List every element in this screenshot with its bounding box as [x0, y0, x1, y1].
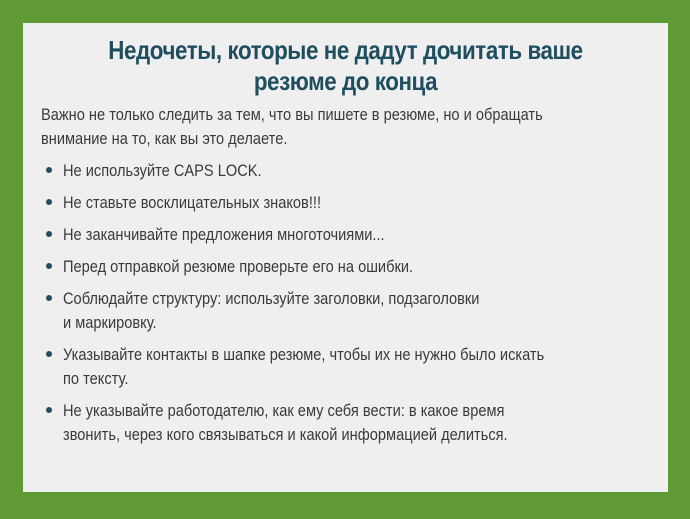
- bullet-icon: [46, 263, 52, 269]
- list-item-line: Перед отправкой резюме проверьте его на ошибки.: [63, 257, 414, 276]
- list-item-text: [63, 399, 653, 447]
- bullet-icon: [46, 199, 52, 205]
- list-item: [37, 191, 654, 215]
- bullet-icon: [46, 407, 52, 413]
- list-item: [37, 399, 654, 447]
- list-item-line: Не указывайте работодателю, как ему себя вести: в какое время: [63, 401, 505, 420]
- list-item-line: Указывайте контакты в шапке резюме, чтобы их не нужно было искать: [63, 345, 545, 364]
- list-item: [37, 255, 654, 279]
- list-item-line: звонить, через кого связываться и какой информацией делиться.: [63, 425, 508, 444]
- list-item: [37, 343, 654, 391]
- list-item-line: Не используйте CAPS LOCK.: [63, 161, 262, 180]
- list-item-line: по тексту.: [63, 369, 129, 388]
- intro-paragraph: [41, 103, 657, 151]
- list-item-text: [63, 191, 653, 215]
- list-item-line: Не заканчивайте предложения многоточиями...: [63, 225, 385, 244]
- list-item-text: [63, 287, 653, 335]
- list-item-line: Не ставьте восклицательных знаков!!!: [63, 193, 322, 212]
- list-item-text: [63, 343, 653, 391]
- list-item: [37, 159, 654, 183]
- intro-line-2: внимание на то, как вы это делаете.: [41, 129, 288, 148]
- bullet-icon: [46, 167, 52, 173]
- list-item-text: [63, 255, 653, 279]
- content-card: [23, 23, 668, 492]
- list-item-line: и маркировку.: [63, 313, 157, 332]
- bullet-icon: [46, 295, 52, 301]
- page-title: [80, 35, 611, 97]
- intro-line-1: Важно не только следить за тем, что вы пишете в резюме, но и обращать: [41, 105, 543, 124]
- list-item-text: [63, 159, 653, 183]
- title-line-1: Недочеты, которые не дадут дочитать ваше: [108, 35, 583, 65]
- list-item: [37, 287, 654, 335]
- title-line-2: резюме до конца: [253, 66, 438, 96]
- list-item-line: Соблюдайте структуру: используйте заголовки, подзаголовки: [63, 289, 480, 308]
- tips-list: [37, 159, 654, 447]
- list-item: [37, 223, 654, 247]
- bullet-icon: [46, 231, 52, 237]
- list-item-text: [63, 223, 653, 247]
- bullet-icon: [46, 351, 52, 357]
